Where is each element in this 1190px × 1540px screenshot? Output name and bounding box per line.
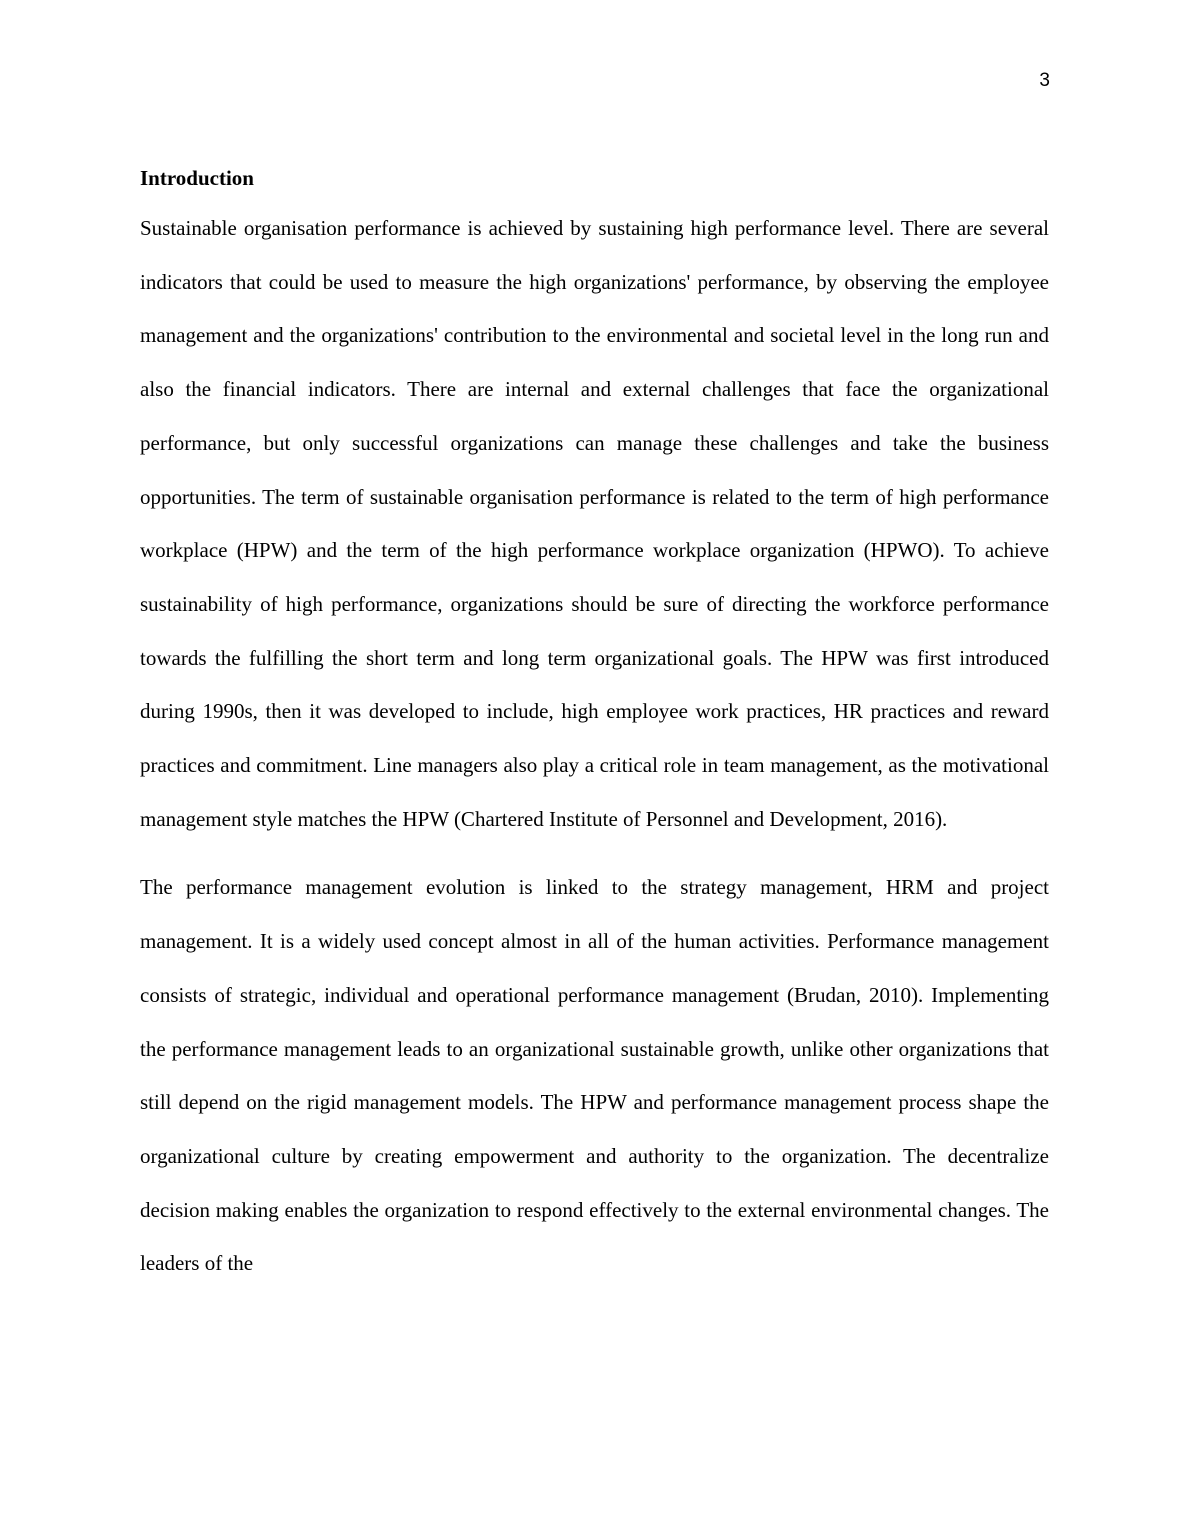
page-number: 3 bbox=[1039, 70, 1050, 91]
document-body bbox=[140, 164, 1049, 1306]
section-heading: Introduction bbox=[140, 166, 254, 190]
paragraph: Sustainable organisation performance is achieved by sustaining high performance level. There are several indicators that could be used to measure the high organizations' performance, by observing the employee management and the organizations' contribution to the environmental and societal level in the long run and also the financial indicators. There are internal and external challenges that face the organizational performance, but only successful organizations can manage these challenges and take the business opportunities. The term of sustainable organisation performance is related to the term of high performance workplace (HPW) and the term of the high performance workplace organization (HPWO). To achieve sustainability of high performance, organizations should be sure of directing the workforce performance towards the fulfilling the short term and long term organizational goals. The HPW was first introduced during 1990s, then it was developed to include, high employee work practices, HR practices and reward practices and commitment. Line managers also play a critical role in team management, as the motivational management style matches the HPW (Chartered Institute of Personnel and Development, 2016). bbox=[140, 216, 1049, 831]
paragraph: The performance management evolution is linked to the strategy management, HRM and project management. It is a widely used concept almost in all of the human activities. Performance management consists of strategic, individual and operational performance management (Brudan, 2010). Implementing the performance management leads to an organizational sustainable growth, unlike other organizations that still depend on the rigid management models. The HPW and performance management process shape the organizational culture by creating empowerment and authority to the organization. The decentralize decision making enables the organization to respond effectively to the external environmental changes. The leaders of the bbox=[140, 875, 1049, 1276]
